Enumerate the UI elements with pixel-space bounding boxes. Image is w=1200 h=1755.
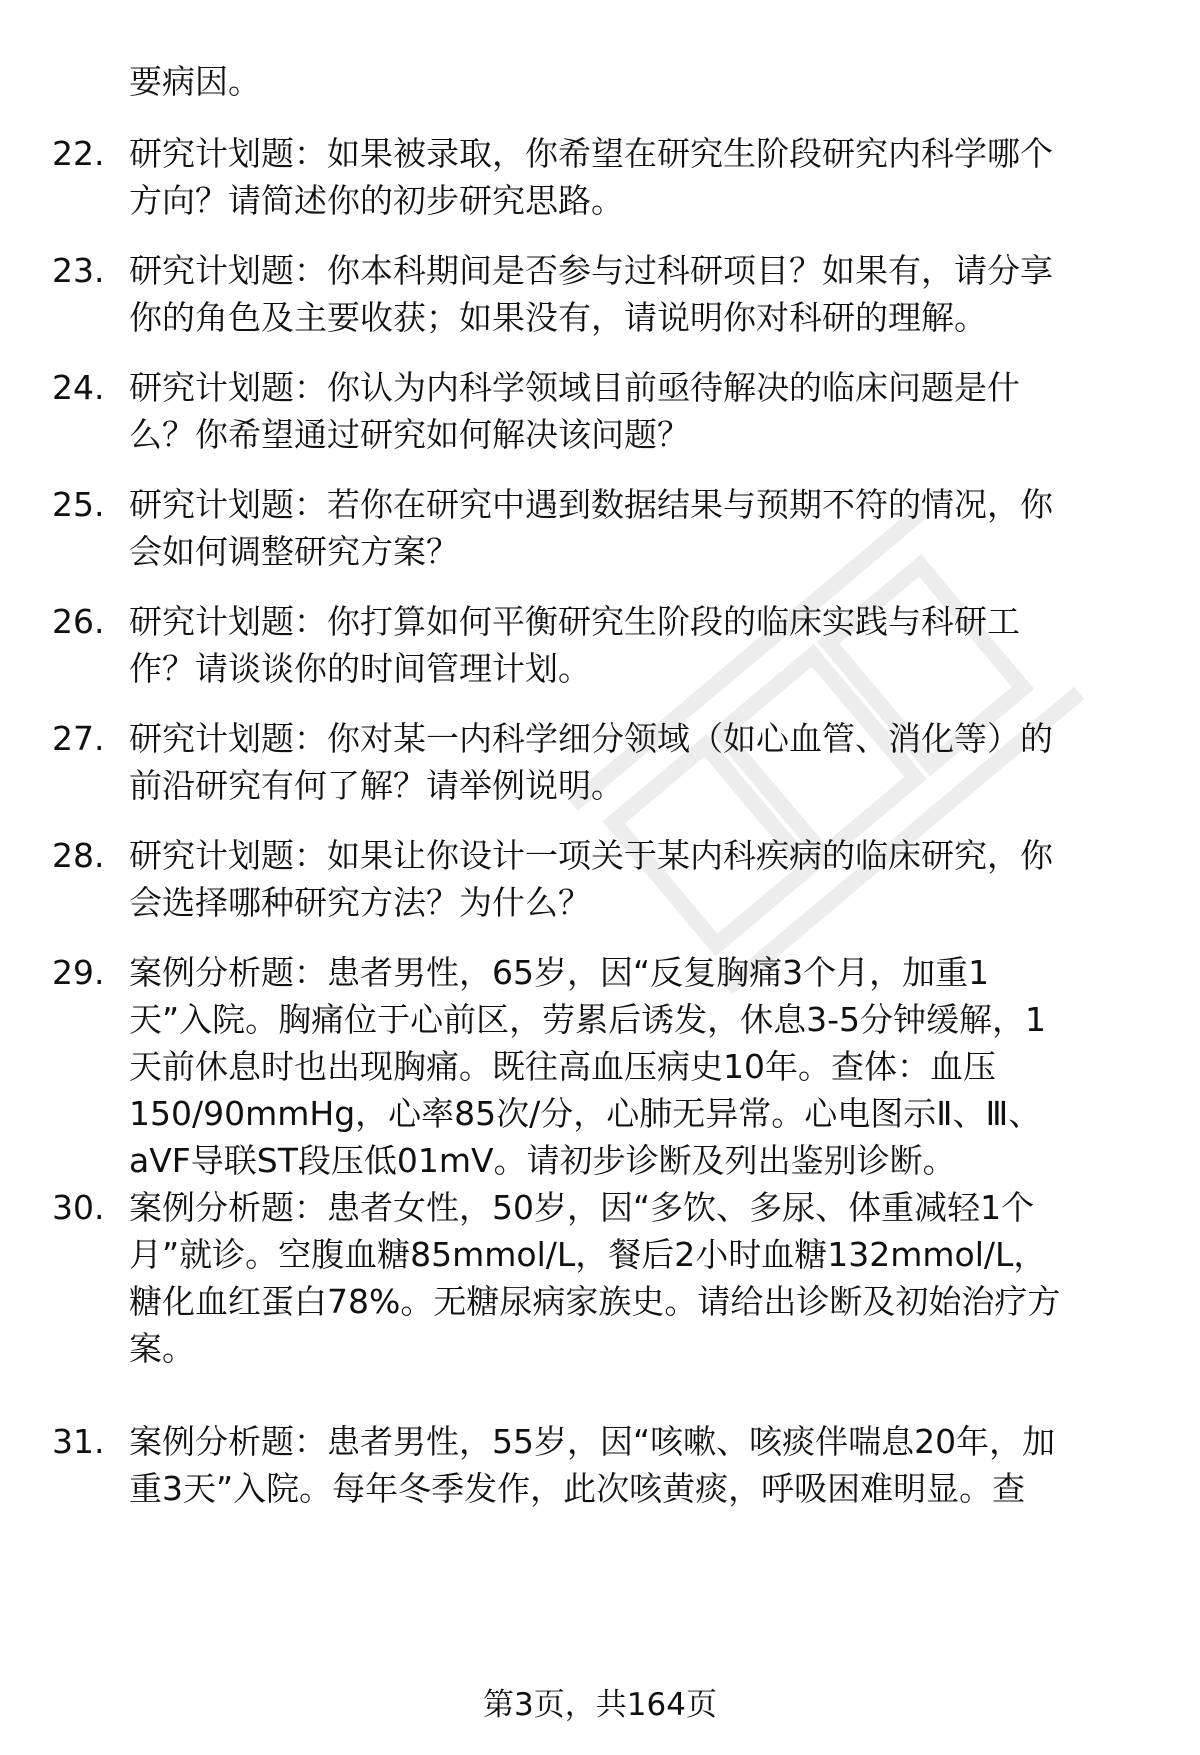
question-number: 29.	[52, 953, 105, 992]
question-line: 研究计划题：你认为内科学领域目前亟待解决的临床问题是什	[129, 368, 1020, 407]
question-line: 方向？请简述你的初步研究思路。	[129, 181, 624, 220]
question-line: 天”入院。胸痛位于心前区，劳累后诱发，休息3-5分钟缓解，1	[129, 1000, 1046, 1039]
question-number: 26.	[52, 602, 105, 641]
question-line: 会选择哪种研究方法？为什么？	[129, 883, 591, 922]
question-line: 重3天”入院。每年冬季发作，此次咳黄痰，呼吸困难明显。查	[129, 1469, 1026, 1508]
question-line: 会如何调整研究方案？	[129, 532, 459, 571]
question-line: 么？你希望通过研究如何解决该问题？	[129, 415, 690, 454]
question-text	[129, 364, 1154, 458]
question-item	[52, 130, 1152, 224]
question-text	[129, 1184, 1154, 1372]
question-line: 案。	[129, 1329, 195, 1368]
question-number: 22.	[52, 134, 105, 173]
page-footer: 第3页，共164页	[483, 1687, 717, 1723]
question-text	[129, 598, 1154, 692]
question-number: 25.	[52, 485, 105, 524]
question-text	[129, 949, 1154, 1184]
question-text	[129, 481, 1154, 575]
question-number: 30.	[52, 1188, 105, 1227]
question-item	[52, 1418, 1152, 1512]
question-line: 前沿研究有何了解？请举例说明。	[129, 766, 624, 805]
question-line: 你的角色及主要收获；如果没有，请说明你对科研的理解。	[129, 298, 987, 337]
question-line: 150/90mmHg，心率85次/分，心肺无异常。心电图示Ⅱ、Ⅲ、	[129, 1094, 1042, 1133]
question-line: 研究计划题：如果被录取，你希望在研究生阶段研究内科学哪个	[129, 134, 1053, 173]
question-line: 研究计划题：你对某一内科学细分领域（如心血管、消化等）的	[129, 719, 1053, 758]
question-line: 糖化血红蛋白78%。无糖尿病家族史。请给出诊断及初始治疗方	[129, 1282, 1061, 1321]
question-line: 研究计划题：你打算如何平衡研究生阶段的临床实践与科研工	[129, 602, 1020, 641]
question-item	[52, 481, 1152, 575]
question-line: 研究计划题：你本科期间是否参与过科研项目？如果有，请分享	[129, 251, 1053, 290]
question-number: 27.	[52, 719, 105, 758]
question-item	[52, 832, 1152, 926]
question-item	[52, 247, 1152, 341]
question-number: 28.	[52, 836, 105, 875]
question-item	[52, 1184, 1152, 1372]
question-number: 24.	[52, 368, 105, 407]
question-line: aVF导联ST段压低01mV。请初步诊断及列出鉴别诊断。	[129, 1141, 956, 1180]
question-line: 研究计划题：若你在研究中遇到数据结果与预期不符的情况，你	[129, 485, 1053, 524]
question-item	[52, 715, 1152, 809]
question-text	[129, 832, 1154, 926]
question-line: 天前休息时也出现胸痛。既往高血压病史10年。查体：血压	[129, 1047, 996, 1086]
question-text	[129, 130, 1154, 224]
question-line: 作？请谈谈你的时间管理计划。	[129, 649, 591, 688]
question-line: 案例分析题：患者女性，50岁，因“多饮、多尿、体重减轻1个	[129, 1188, 1035, 1227]
question-text	[129, 715, 1154, 809]
question-item	[52, 949, 1152, 1184]
question-text	[129, 1418, 1154, 1512]
question-number: 23.	[52, 251, 105, 290]
question-line: 月”就诊。空腹血糖85mmol/L，餐后2小时血糖132mmol/L，	[129, 1235, 1047, 1274]
question-line: 案例分析题：患者男性，65岁，因“反复胸痛3个月，加重1	[129, 953, 990, 992]
question-number: 31.	[52, 1422, 105, 1461]
question-line: 研究计划题：如果让你设计一项关于某内科疾病的临床研究，你	[129, 836, 1053, 875]
question-line: 案例分析题：患者男性，55岁，因“咳嗽、咳痰伴喘息20年，加	[129, 1422, 1056, 1461]
question-item	[52, 598, 1152, 692]
question-text	[129, 247, 1154, 341]
question-item	[52, 364, 1152, 458]
continued-text: 要病因。	[129, 62, 261, 101]
